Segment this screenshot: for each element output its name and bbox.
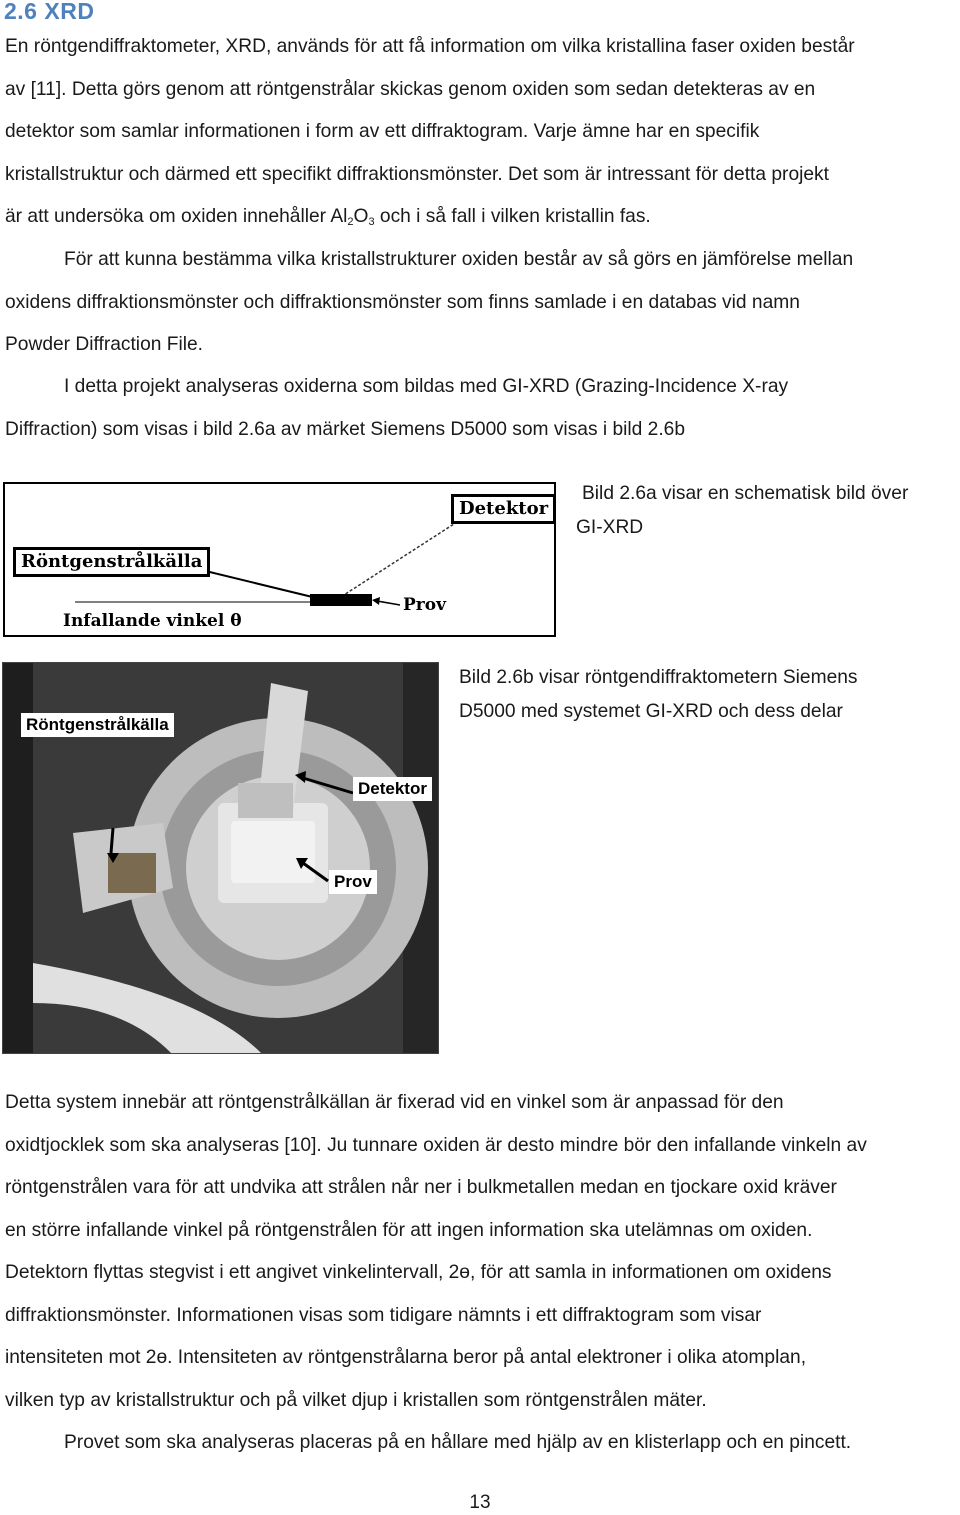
text-line: Detektorn flyttas stegvist i ett angivet vinkelintervall, 2ө, för att samla in informationen om oxidens: [5, 1262, 832, 1283]
text-line: Detta system innebär att röntgenstrålkällan är fixerad vid en vinkel som är anpassad för den: [5, 1092, 784, 1113]
caption-line: Bild 2.6a visar en schematisk bild över: [582, 483, 909, 504]
text-line: oxidtjocklek som ska analyseras [10]. Ju tunnare oxiden är desto mindre bör den infallande vinkeln av: [5, 1134, 867, 1156]
text-line: I detta projekt analyseras oxiderna som bildas med GI-XRD (Grazing-Incidence X-ray: [64, 376, 789, 397]
text-line: diffraktionsmönster. Informationen visas som tidigare nämnts i ett diffraktogram som visar: [5, 1304, 762, 1326]
subscript: 3: [368, 216, 375, 228]
text-line: kristallstruktur och därmed ett specifikt diffraktionsmönster. Det som är intressant för detta projekt: [5, 163, 829, 185]
label-prov: Prov: [403, 595, 446, 615]
photo-label-prov: Prov: [329, 870, 377, 894]
text-line: av [11]. Detta görs genom att röntgenstrålar skickas genom oxiden som sedan detekteras av en: [5, 78, 816, 100]
caption-line: GI-XRD: [576, 517, 644, 538]
sample-block: [310, 594, 372, 606]
subscript: 2: [347, 216, 354, 228]
page-number: 13: [469, 1492, 491, 1513]
text-line: vilken typ av kristallstruktur och på vilket djup i kristallen som röntgenstrålen mäter.: [5, 1389, 707, 1411]
text-line: Diffraction) som visas i bild 2.6a av märket Siemens D5000 som visas i bild 2.6b: [5, 418, 686, 440]
text-fragment: och i så fall i vilken kristallin fas.: [374, 206, 651, 227]
caption-line: Bild 2.6b visar röntgendiffraktometern Siemens: [459, 667, 858, 688]
arrow-line: [377, 601, 400, 605]
text-line: [5, 196, 955, 239]
text-line: En röntgendiffraktometer, XRD, används för att få information om vilka kristallina faser oxiden består: [5, 36, 855, 57]
caption-figure-a: [576, 477, 909, 545]
text-fragment: är att undersöka om oxiden innehåller Al: [5, 206, 348, 227]
text-line: intensiteten mot 2ө. Intensiteten av röntgenstrålarna beror på antal elektroner i olika atomplan,: [5, 1347, 807, 1368]
label-infallande-vinkel: Infallande vinkel θ: [63, 611, 242, 631]
caption-figure-b: [459, 661, 858, 729]
text-line: Powder Diffraction File.: [5, 334, 203, 355]
paragraph-comparison: [5, 239, 955, 367]
figure-photo-siemens-d5000: [2, 662, 439, 1054]
paragraph-intro: [5, 26, 955, 239]
label-detektor: Detektor: [451, 494, 556, 524]
section-heading: 2.6 XRD: [4, 0, 95, 24]
photo-label-detektor: Detektor: [353, 777, 432, 801]
text-line: röntgenstrålen vara för att undvika att strålen når ner i bulkmetallen medan en tjockare oxid kräver: [5, 1177, 837, 1198]
text-fragment: O: [353, 206, 369, 227]
label-rontgenstralkalla: Röntgenstrålkälla: [13, 547, 210, 577]
text-line: För att kunna bestämma vilka kristallstrukturer oxiden består av så görs en jämförelse mellan: [64, 249, 854, 270]
paragraph-system: [5, 1082, 955, 1422]
text-line: Provet som ska analyseras placeras på en hållare med hjälp av en klisterlapp och en pincett.: [64, 1432, 852, 1453]
text-line: detektor som samlar informationen i form av ett diffraktogram. Varje ämne har en specifik: [5, 121, 760, 142]
text-line: en större infallande vinkel på röntgenstrålen för att ingen information ska utelämnas om oxiden.: [5, 1219, 813, 1241]
photo-label-rontgenstralkalla: Röntgenstrålkälla: [21, 713, 174, 737]
paragraph-sample-placement: [5, 1422, 955, 1465]
text-line: oxidens diffraktionsmönster och diffraktionsmönster som finns samlade i en databas vid namn: [5, 291, 800, 313]
caption-line: D5000 med systemet GI-XRD och dess delar: [459, 701, 843, 722]
figure-schematic-gi-xrd: [3, 482, 556, 637]
paragraph-gi-xrd: [5, 366, 955, 451]
diffracted-beam: [333, 522, 457, 602]
arrow-head: [372, 597, 380, 605]
